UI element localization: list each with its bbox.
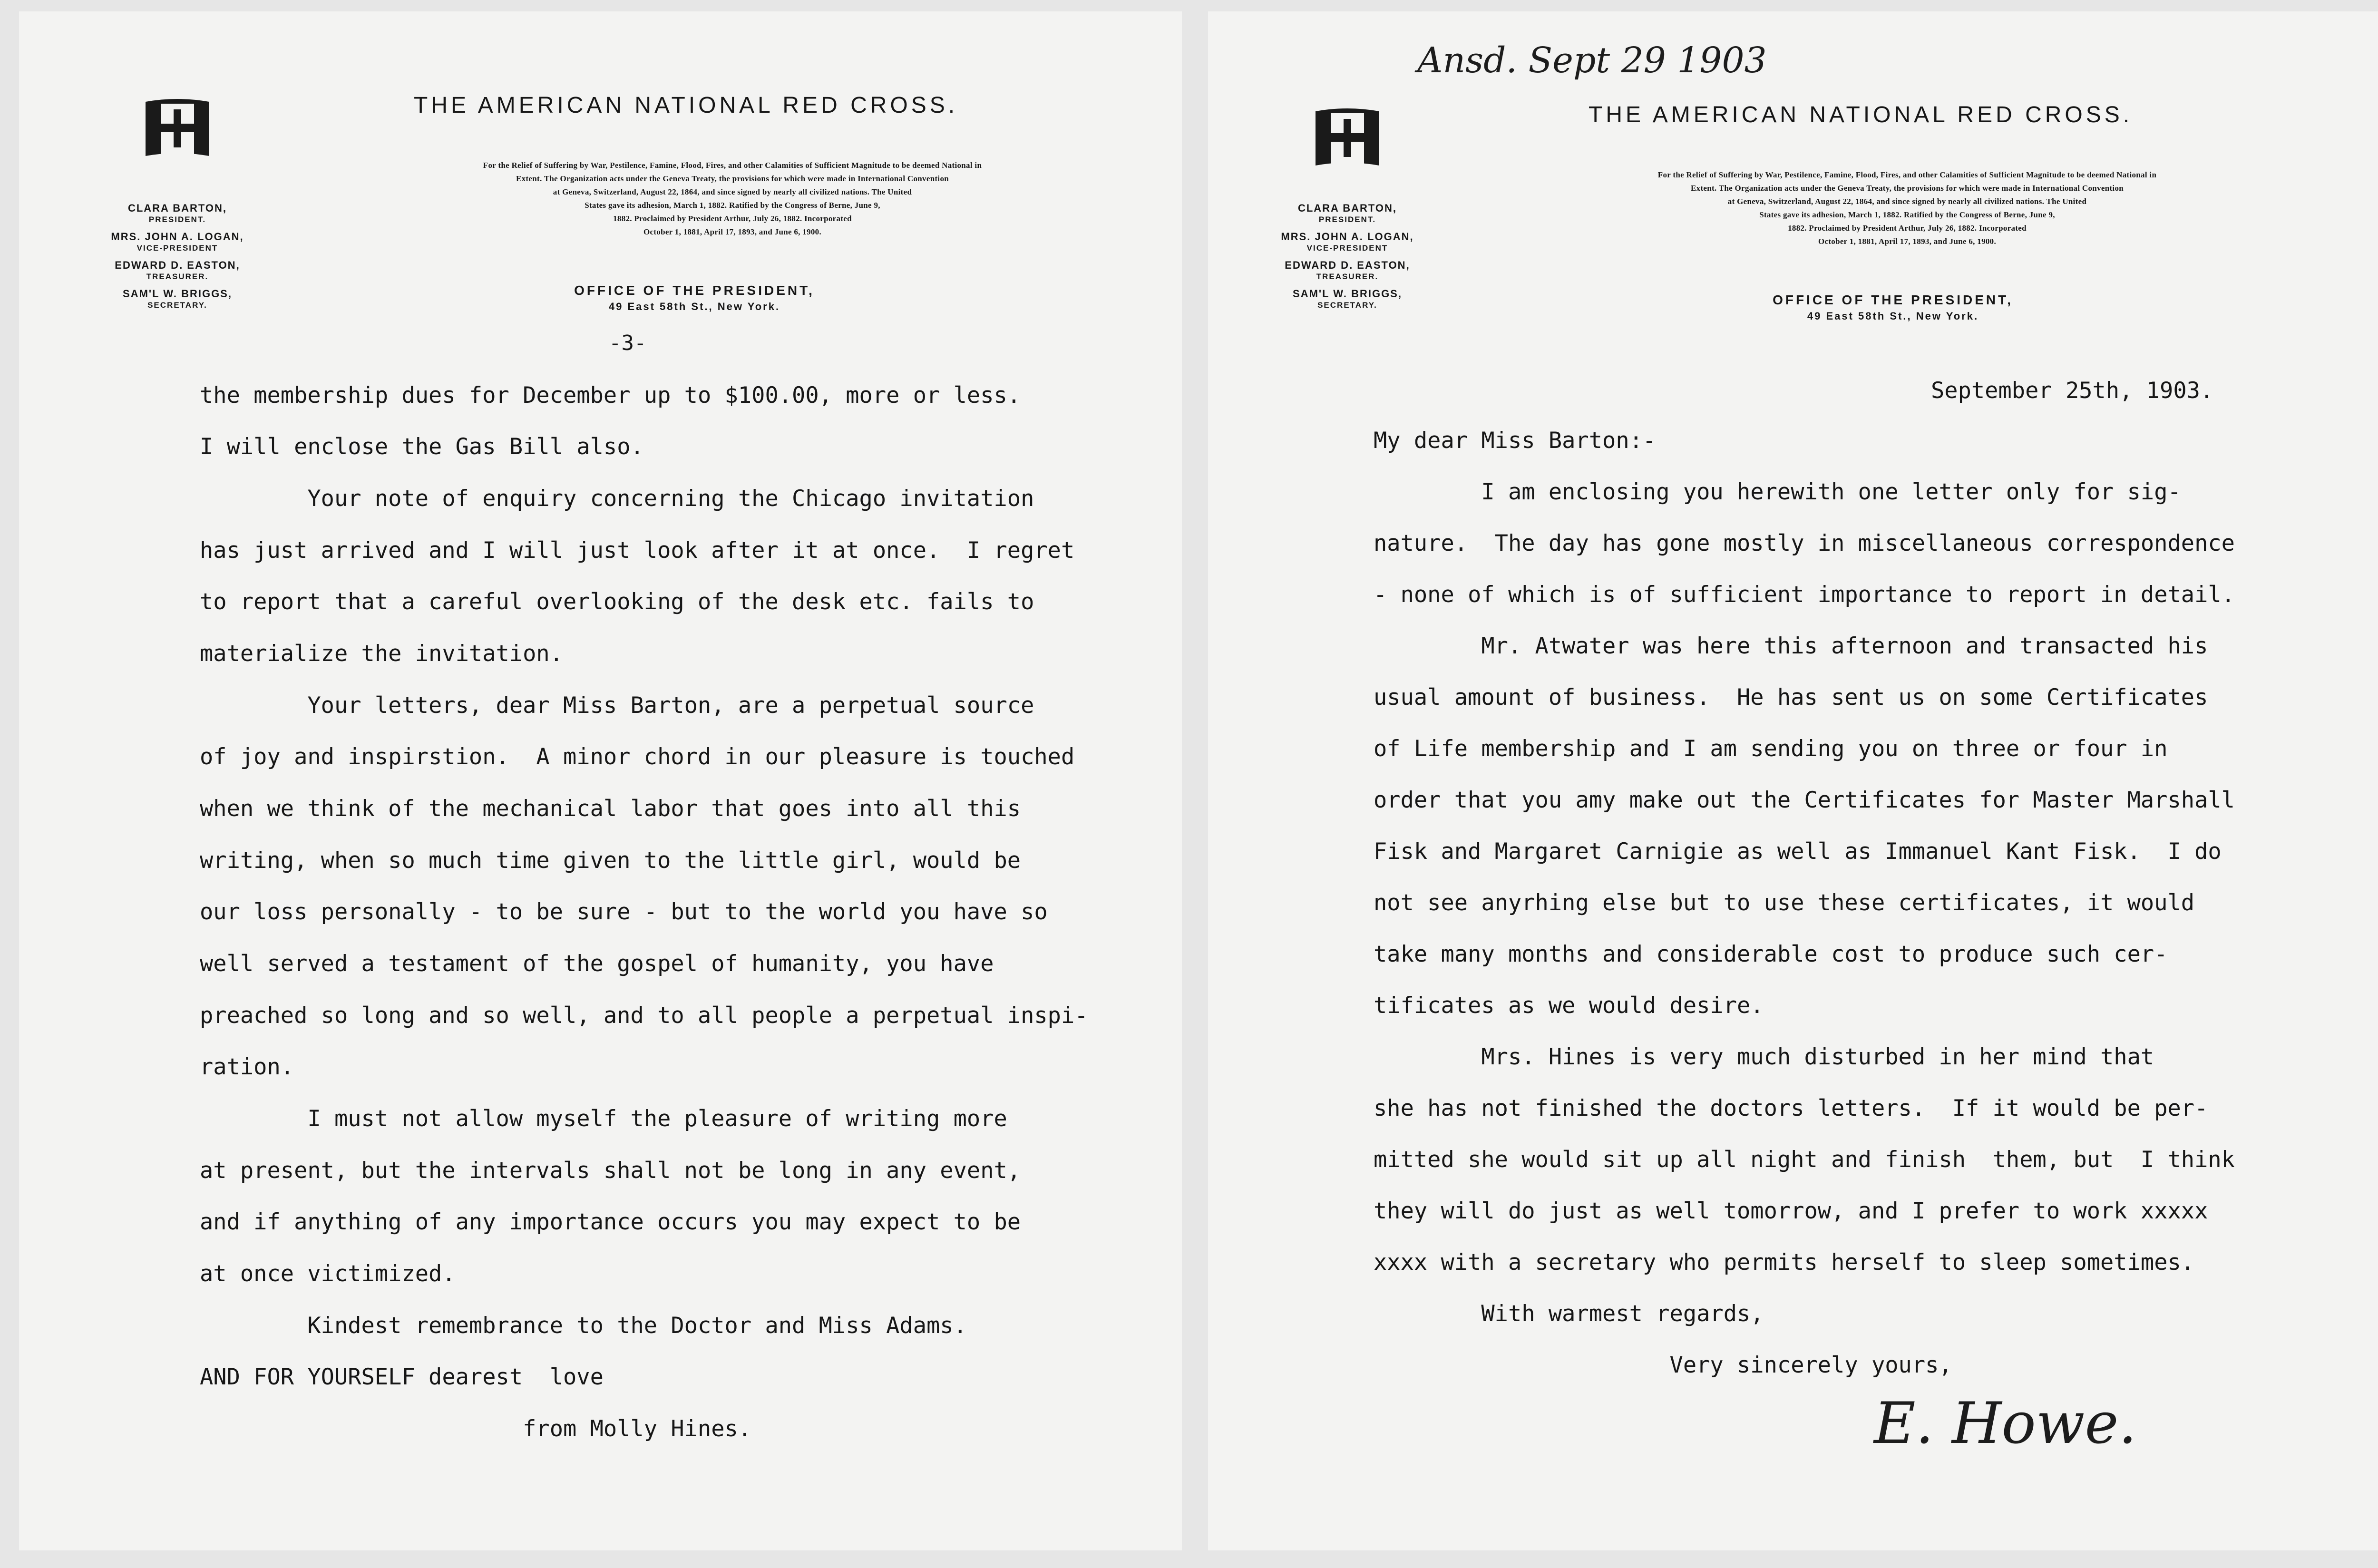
text-line: of Life membership and I am sending you on three or four in: [1374, 736, 2168, 762]
text-line: I will enclose the Gas Bill also.: [200, 434, 644, 460]
officers-list: [89, 202, 265, 316]
text-line: Your letters, dear Miss Barton, are a perpetual source: [200, 692, 1034, 719]
letter-page-left: [19, 11, 1182, 1550]
text-line: materialize the invitation.: [200, 641, 564, 667]
text-line: Kindest remembrance to the Doctor and Miss Adams.: [200, 1313, 967, 1339]
officer-entry: [1259, 259, 1435, 282]
officer-role: TREASURER.: [1316, 272, 1379, 281]
officer-name: CLARA BARTON,: [1297, 202, 1397, 214]
text-line: from Molly Hines.: [200, 1416, 752, 1442]
text-line: - none of which is of sufficient importance to report in detail.: [1374, 582, 2235, 608]
text-line: Your note of enquiry concerning the Chicago invitation: [200, 486, 1034, 512]
office-block: [1731, 291, 2055, 323]
text-line: I must not allow myself the pleasure of writing more: [200, 1106, 1007, 1132]
charter-line: For the Relief of Suffering by War, Pestilence, Famine, Flood, Fires, and other Calamities of Sufficient Magnitude to be deemed National in: [483, 161, 982, 170]
text-line: tificates as we would desire.: [1374, 993, 1764, 1019]
officer-name: MRS. JOHN A. LOGAN,: [111, 231, 244, 243]
text-line: I am enclosing you herewith one letter only for sig-: [1374, 479, 2181, 505]
text-line: Fisk and Margaret Carnigie as well as Immanuel Kant Fisk. I do: [1374, 838, 2222, 865]
officer-role: PRESIDENT.: [148, 215, 206, 224]
red-cross-emblem-icon: [142, 97, 213, 164]
text-line: AND FOR YOURSELF dearest love: [200, 1364, 604, 1390]
letter-date: September 25th, 1903.: [1931, 378, 2214, 404]
charter-text: [319, 159, 1146, 239]
text-line: usual amount of business. He has sent us on some Certificates: [1374, 684, 2208, 711]
charter-line: Extent. The Organization acts under the Geneva Treaty, the provisions for which were made in International Convention: [1691, 184, 2124, 193]
page-number: -3-: [609, 331, 647, 355]
officer-role: SECRETARY.: [1317, 301, 1377, 310]
text-line: mitted she would sit up all night and finish them, but I think: [1374, 1147, 2235, 1173]
text-line: has just arrived and I will just look after it at once. I regret: [200, 537, 1075, 564]
text-line: preached so long and so well, and to all people a perpetual inspi-: [200, 1003, 1088, 1029]
charter-line: 1882. Proclaimed by President Arthur, July 26, 1882. Incorporated: [1788, 224, 2027, 233]
officer-name: EDWARD D. EASTON,: [1285, 259, 1410, 271]
text-line: when we think of the mechanical labor that goes into all this: [200, 796, 1021, 822]
text-line: Mrs. Hines is very much disturbed in her mind that: [1374, 1044, 2154, 1070]
officers-list: [1259, 202, 1435, 316]
officer-name: SAM'L W. BRIGGS,: [1293, 288, 1402, 300]
text-line: My dear Miss Barton:-: [1374, 428, 1657, 454]
office-title: OFFICE OF THE PRESIDENT,: [574, 283, 815, 298]
handwritten-annotation: Ansd. Sept 29 1903: [1417, 40, 1767, 81]
charter-line: For the Relief of Suffering by War, Pestilence, Famine, Flood, Fires, and other Calamities of Sufficient Magnitude to be deemed National in: [1657, 170, 2157, 179]
text-line: the membership dues for December up to $100.00, more or less.: [200, 382, 1021, 409]
text-line: they will do just as well tomorrow, and I prefer to work xxxxx: [1374, 1198, 2208, 1224]
charter-text: [1503, 168, 2311, 248]
text-line: well served a testament of the gospel of humanity, you have: [200, 951, 994, 977]
charter-line: 1882. Proclaimed by President Arthur, July 26, 1882. Incorporated: [613, 214, 852, 223]
text-line: Mr. Atwater was here this afternoon and transacted his: [1374, 633, 2208, 659]
office-address: 49 East 58th St., New York.: [1807, 310, 1979, 322]
officer-name: SAM'L W. BRIGGS,: [123, 288, 232, 300]
office-block: [533, 282, 856, 314]
officer-name: CLARA BARTON,: [127, 202, 227, 214]
charter-line: October 1, 1881, April 17, 1893, and June 6, 1900.: [1818, 237, 1997, 246]
officer-entry: [89, 287, 265, 310]
text-line: not see anyrhing else but to use these certificates, it would: [1374, 890, 2195, 916]
officer-role: PRESIDENT.: [1318, 215, 1376, 224]
officer-name: MRS. JOHN A. LOGAN,: [1281, 231, 1414, 243]
charter-line: at Geneva, Switzerland, August 22, 1864, and since signed by nearly all civilized nations. The United: [1727, 197, 2087, 206]
officer-entry: [89, 230, 265, 253]
charter-line: at Geneva, Switzerland, August 22, 1864, and since signed by nearly all civilized nations. The United: [553, 187, 912, 196]
officer-entry: [1259, 230, 1435, 253]
officer-role: TREASURER.: [146, 272, 209, 281]
text-line: she has not finished the doctors letters. If it would be per-: [1374, 1095, 2208, 1121]
charter-line: October 1, 1881, April 17, 1893, and June 6, 1900.: [643, 227, 822, 236]
text-line: xxxx with a secretary who permits herself to sleep sometimes.: [1374, 1249, 2195, 1276]
officer-entry: [1259, 287, 1435, 310]
charter-line: Extent. The Organization acts under the Geneva Treaty, the provisions for which were made in International Convention: [516, 174, 949, 183]
text-line: at present, but the intervals shall not be long in any event,: [200, 1158, 1021, 1184]
letter-page-right: [1208, 11, 2378, 1550]
officer-role: VICE-PRESIDENT: [136, 243, 218, 253]
officer-role: SECRETARY.: [147, 301, 207, 310]
charter-line: States gave its adhesion, March 1, 1882. Ratified by the Congress of Berne, June 9,: [1759, 210, 2055, 219]
text-line: With warmest regards,: [1374, 1301, 1764, 1327]
red-cross-emblem-icon: [1312, 107, 1383, 173]
officer-name: EDWARD D. EASTON,: [115, 259, 240, 271]
text-line: and if anything of any importance occurs you may expect to be: [200, 1209, 1021, 1235]
text-line: take many months and considerable cost to produce such cer-: [1374, 941, 2168, 967]
text-line: order that you amy make out the Certificates for Master Marshall: [1374, 787, 2235, 813]
officer-entry: [1259, 202, 1435, 224]
officer-entry: [89, 202, 265, 224]
office-title: OFFICE OF THE PRESIDENT,: [1773, 292, 2013, 307]
text-line: Very sincerely yours,: [1374, 1352, 1952, 1378]
text-line: writing, when so much time given to the little girl, would be: [200, 847, 1021, 874]
officer-entry: [89, 259, 265, 282]
organization-title: THE AMERICAN NATIONAL RED CROSS.: [414, 93, 958, 118]
text-line: ration.: [200, 1054, 294, 1080]
charter-line: States gave its adhesion, March 1, 1882. Ratified by the Congress of Berne, June 9,: [585, 201, 880, 210]
text-line: at once victimized.: [200, 1261, 456, 1287]
organization-title: THE AMERICAN NATIONAL RED CROSS.: [1589, 102, 2133, 127]
text-line: to report that a careful overlooking of the desk etc. fails to: [200, 589, 1034, 615]
handwritten-signature: E. Howe.: [1874, 1391, 2137, 1457]
office-address: 49 East 58th St., New York.: [608, 301, 780, 312]
text-line: of joy and inspirstion. A minor chord in our pleasure is touched: [200, 744, 1075, 770]
text-line: nature. The day has gone mostly in miscellaneous correspondence: [1374, 530, 2235, 556]
text-line: our loss personally - to be sure - but to the world you have so: [200, 899, 1048, 925]
officer-role: VICE-PRESIDENT: [1306, 243, 1388, 253]
